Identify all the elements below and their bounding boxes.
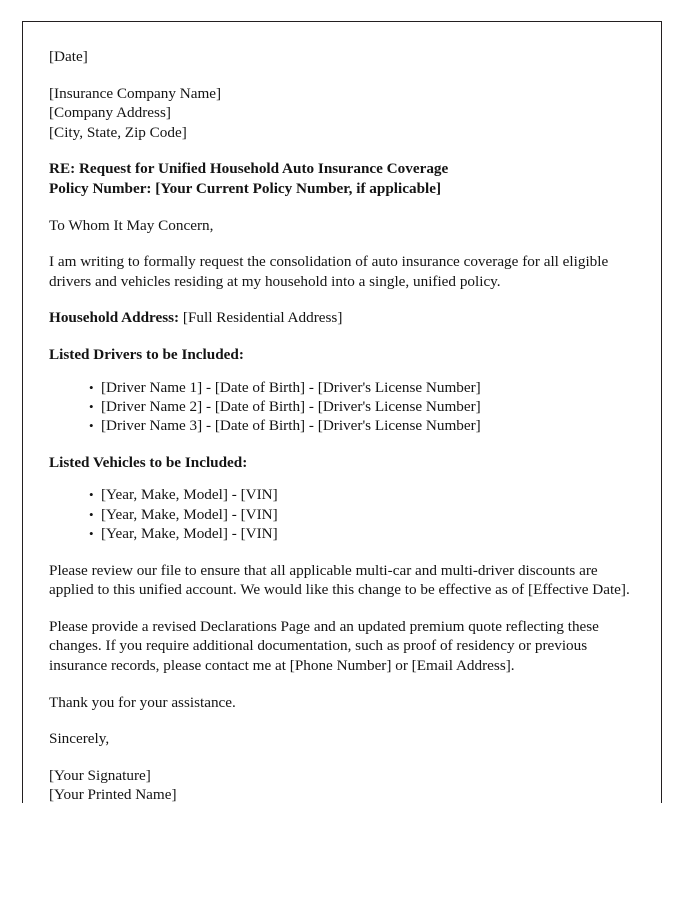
household-address-value: [Full Residential Address] bbox=[182, 309, 343, 327]
signature-block bbox=[49, 766, 631, 805]
list-item: • [Year, Make, Model] - [VIN] bbox=[89, 485, 631, 504]
drivers-list bbox=[49, 378, 631, 436]
recipient-address: [Company Address] bbox=[49, 104, 171, 122]
declarations-paragraph: Please provide a revised Declarations Page and an updated premium quote reflecting these changes. If you require additional documentation, such as proof of residency or previous insurance records, please contact me at [Phone Number] or [Email Address]. bbox=[49, 617, 599, 674]
closing-line: Sincerely, bbox=[49, 730, 110, 748]
list-item: • [Year, Make, Model] - [VIN] bbox=[89, 505, 631, 524]
recipient-city-state-zip: [City, State, Zip Code] bbox=[49, 123, 187, 141]
date-line: [Date] bbox=[49, 48, 88, 65]
vehicles-list bbox=[49, 485, 631, 543]
signature-line: [Your Signature] bbox=[49, 766, 151, 784]
policy-number-line: Policy Number: [Your Current Policy Number, if applicable] bbox=[49, 179, 442, 197]
list-item: • [Driver Name 1] - [Date of Birth] - [Driver's License Number] bbox=[89, 378, 631, 397]
recipient-company: [Insurance Company Name] bbox=[49, 84, 222, 102]
drivers-heading: Listed Drivers to be Included: bbox=[49, 345, 244, 363]
list-item: • [Driver Name 3] - [Date of Birth] - [Driver's License Number] bbox=[89, 416, 631, 435]
letter-body bbox=[49, 47, 631, 805]
household-address-line bbox=[49, 308, 631, 328]
list-item: • [Year, Make, Model] - [VIN] bbox=[89, 524, 631, 543]
opening-paragraph: I am writing to formally request the consolidation of auto insurance coverage for all eligible drivers and vehicles residing at my household into a single, unified policy. bbox=[49, 253, 609, 290]
printed-name-line: [Your Printed Name] bbox=[49, 786, 177, 804]
thanks-line: Thank you for your assistance. bbox=[49, 693, 236, 711]
vehicles-heading: Listed Vehicles to be Included: bbox=[49, 453, 248, 471]
discount-paragraph: Please review our file to ensure that all applicable multi-car and multi-driver discounts are applied to this unified account. We would like this change to be effective as of [Effective Date]. bbox=[49, 561, 630, 599]
re-line: RE: Request for Unified Household Auto Insurance Coverage bbox=[49, 160, 449, 178]
recipient-address-block bbox=[49, 84, 631, 143]
subject-block bbox=[49, 159, 631, 198]
list-item: • [Driver Name 2] - [Date of Birth] - [Driver's License Number] bbox=[89, 397, 631, 416]
document-page bbox=[22, 21, 662, 803]
salutation: To Whom It May Concern, bbox=[49, 216, 214, 234]
household-address-label: Household Address: bbox=[49, 309, 180, 327]
